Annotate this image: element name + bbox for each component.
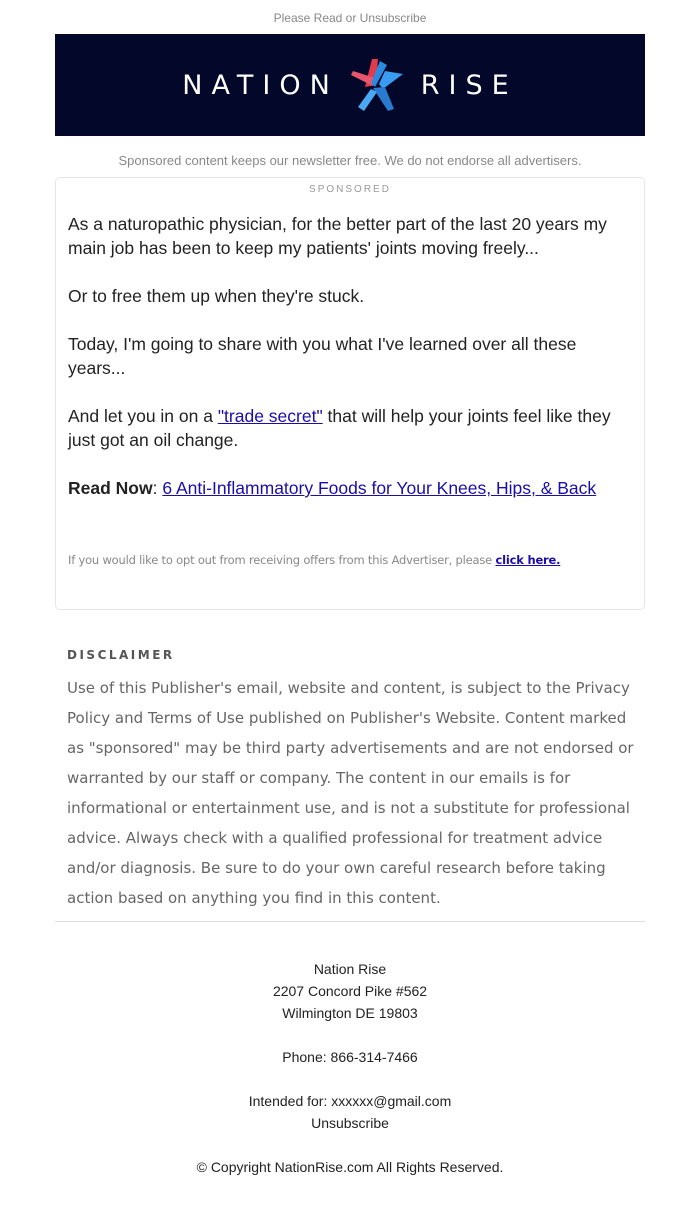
- footer: [0, 958, 700, 1178]
- ad-paragraph-1: As a naturopathic physician, for the better part of the last 20 years my main job has been to keep my patients' joints moving freely...: [68, 214, 607, 258]
- ad-body: [68, 212, 634, 524]
- read-now-link[interactable]: 6 Anti-Inflammatory Foods for Your Knees, Hips, & Back: [162, 478, 597, 498]
- disclaimer-body: Use of this Publisher's email, website and content, is subject to the Privacy Policy and Terms of Use published on Publisher's Website. Content marked as "sponsored" may be third party advertisements and are not endorsed or warranted by our staff or company. The content in our emails is for informational or entertainment use, and is not a substitute for professional advice. Always check with a qualified professional for treatment advice and/or diagnosis. Be sure to do your own careful research before taking action based on anything you find in this content.: [67, 679, 634, 907]
- footer-address-line-1: 2207 Concord Pike #562: [272, 983, 428, 999]
- star-logo-icon: [345, 57, 407, 113]
- disclaimer-title: DISCLAIMER: [67, 648, 175, 662]
- ad-paragraph-4: [68, 404, 634, 452]
- footer-intended-for: Intended for: xxxxxx@gmail.com: [248, 1093, 452, 1109]
- ad-paragraph-4-lead: And let you in on a: [68, 406, 218, 426]
- brand-banner: [55, 34, 645, 136]
- read-now-separator: :: [152, 478, 163, 498]
- footer-unsubscribe-link[interactable]: Unsubscribe: [311, 1115, 389, 1131]
- brand-word-rise: RISE: [420, 69, 518, 101]
- brand-word-nation: NATION: [182, 69, 339, 101]
- trade-secret-link[interactable]: "trade secret": [217, 406, 323, 426]
- footer-company: Nation Rise: [313, 961, 387, 977]
- sponsor-note: Sponsored content keeps our newsletter free. We do not endorse all advertisers.: [118, 153, 582, 168]
- opt-out-link[interactable]: click here.: [495, 553, 561, 567]
- footer-address-line-2: Wilmington DE 19803: [282, 1005, 418, 1021]
- read-or-unsubscribe-link[interactable]: Please Read or Unsubscribe: [273, 11, 427, 25]
- ad-paragraph-3: Today, I'm going to share with you what I've learned over all these years...: [68, 334, 577, 378]
- ad-paragraph-2: Or to free them up when they're stuck.: [68, 286, 365, 306]
- opt-out-notice: [68, 553, 560, 567]
- sponsored-label: SPONSORED: [309, 184, 391, 195]
- footer-divider: [55, 921, 645, 922]
- read-now-label: Read Now: [68, 478, 153, 498]
- ad-paragraph-4-tail: that will help your joints feel like they just got an oil change.: [68, 406, 611, 450]
- opt-out-text: If you would like to opt out from receiving offers from this Advertiser, please: [68, 553, 496, 567]
- footer-copyright: © Copyright NationRise.com All Rights Reserved.: [196, 1159, 504, 1175]
- sponsored-ad-card: [55, 177, 645, 610]
- read-now-line: [68, 476, 634, 500]
- footer-phone: Phone: 866-314-7466: [282, 1049, 418, 1065]
